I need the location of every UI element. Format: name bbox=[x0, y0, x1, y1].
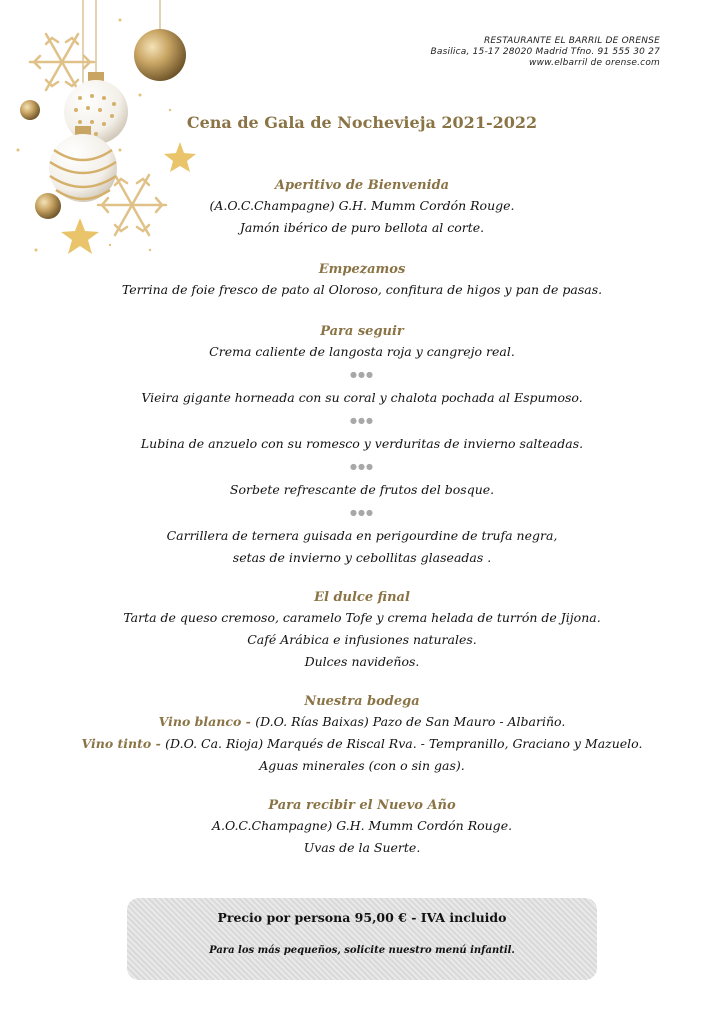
star-icon bbox=[164, 142, 196, 172]
menu-line: (A.O.C.Champagne) G.H. Mumm Cordón Rouge. bbox=[209, 198, 515, 213]
wine-white-text: (D.O. Rías Baixas) Pazo de San Mauro - Albariño. bbox=[255, 714, 566, 729]
menu-line: Lubina de anzuelo con su romesco y verduritas de invierno salteadas. bbox=[140, 436, 584, 451]
section-title-nuevo-ano: Para recibir el Nuevo Año bbox=[268, 798, 456, 813]
price-text: Precio por persona 95,00 € - IVA incluido bbox=[217, 910, 507, 925]
menu-line: Dulces navideños. bbox=[304, 654, 420, 669]
menu-line: Vieira gigante horneada con su coral y chalota pochada al Espumoso. bbox=[141, 390, 583, 405]
price-box bbox=[127, 898, 597, 980]
wine-red-label: Vino tinto - bbox=[81, 736, 166, 751]
menu-line: Tarta de queso cremoso, caramelo Tofe y crema helada de turrón de Jijona. bbox=[123, 610, 601, 625]
menu-line: A.O.C.Champagne) G.H. Mumm Cordón Rouge. bbox=[211, 818, 513, 833]
menu-line: Café Arábica e infusiones naturales. bbox=[247, 632, 477, 647]
menu-body bbox=[0, 177, 724, 859]
restaurant-header bbox=[431, 36, 660, 69]
wine-white-label: Vino blanco - bbox=[158, 714, 256, 729]
gold-ornament-icon bbox=[134, 29, 186, 81]
section-title-seguir: Para seguir bbox=[320, 324, 404, 339]
snowflake-icon bbox=[30, 34, 94, 90]
separator-dots: ●●● bbox=[350, 416, 374, 425]
menu-line: Terrina de foie fresco de pato al Oloroso, confitura de higos y pan de pasas. bbox=[121, 282, 603, 297]
menu-line: setas de invierno y cebollitas glaseadas . bbox=[232, 550, 492, 565]
page-title: Cena de Gala de Nochevieja 2021-2022 bbox=[186, 113, 538, 132]
wine-red-text: (D.O. Ca. Rioja) Marqués de Riscal Rva. - Tempranillo, Graciano y Mazuelo. bbox=[165, 736, 643, 751]
kids-menu-note: Para los más pequeños, solicite nuestro menú infantil. bbox=[209, 945, 515, 956]
separator-dots: ●●● bbox=[350, 462, 374, 471]
restaurant-web: www.elbarril de orense.com bbox=[529, 58, 660, 68]
menu-line: Crema caliente de langosta roja y cangrejo real. bbox=[209, 344, 515, 359]
section-title-empezamos: Empezamos bbox=[318, 262, 406, 277]
section-title-aperitivo: Aperitivo de Bienvenida bbox=[274, 178, 450, 193]
section-title-bodega: Nuestra bodega bbox=[304, 694, 420, 709]
section-title-dulce: El dulce final bbox=[314, 590, 410, 605]
separator-dots: ●●● bbox=[350, 370, 374, 379]
menu-line: Jamón ibérico de puro bellota al corte. bbox=[239, 220, 485, 235]
restaurant-address: Basilica, 15-17 28020 Madrid Tfno. 91 555 30 27 bbox=[430, 47, 660, 57]
menu-line: Aguas minerales (con o sin gas). bbox=[259, 758, 465, 773]
wine-white-line bbox=[0, 711, 724, 733]
menu-line: Carrillera de ternera guisada en perigourdine de trufa negra, bbox=[166, 528, 558, 543]
restaurant-name: RESTAURANTE EL BARRIL DE ORENSE bbox=[483, 36, 660, 46]
menu-line: Sorbete refrescante de frutos del bosque. bbox=[229, 482, 495, 497]
menu-line: Uvas de la Suerte. bbox=[303, 840, 421, 855]
separator-dots: ●●● bbox=[350, 508, 374, 517]
wine-red-line bbox=[0, 733, 724, 755]
